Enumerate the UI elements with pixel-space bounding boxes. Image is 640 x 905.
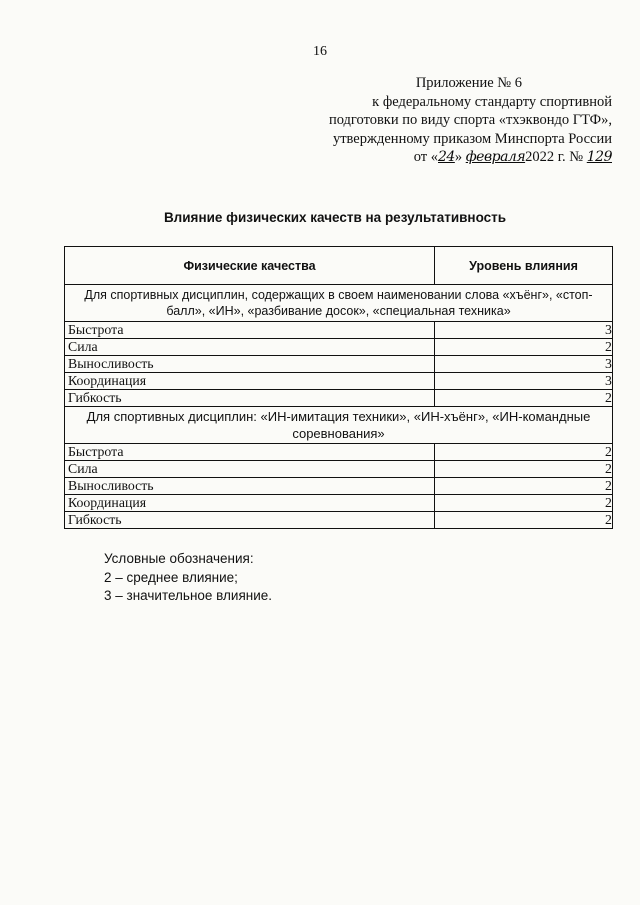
section-heading: Для спортивных дисциплин: «ИН-имитация техники», «ИН-хъёнг», «ИН-командные соревнования» [65,407,613,444]
level-cell: 2 [435,495,613,512]
table-row [65,373,613,390]
appendix-line-sport: подготовки по виду спорта «тхэквондо ГТФ», [328,112,612,129]
level-cell: 2 [435,444,613,461]
quality-cell: Координация [65,495,435,512]
quality-cell: Гибкость [65,390,435,407]
page-number: 16 [313,44,327,59]
table-row [65,339,613,356]
qualities-table [64,246,613,529]
table-row [65,356,613,373]
quality-cell: Выносливость [65,356,435,373]
section-heading: Для спортивных дисциплин, содержащих в своем наименовании слова «хъёнг», «стоп-балл», «ИН», «разбивание досок», «специальная техника» [65,285,613,322]
quality-cell: Сила [65,461,435,478]
quality-cell: Быстрота [65,322,435,339]
table-row [65,512,613,529]
table-row [65,461,613,478]
section-heading-row [65,285,613,322]
appendix-block [300,74,612,167]
appendix-line-order: утвержденному приказом Минспорта России [332,130,612,147]
legend-item: 3 – значительное влияние. [104,588,273,603]
quality-cell: Координация [65,373,435,390]
level-cell: 2 [435,461,613,478]
quality-cell: Выносливость [65,478,435,495]
table-row [65,390,613,407]
level-cell: 2 [435,478,613,495]
order-number-handwritten: 129 [586,149,612,166]
header-physical-qualities: Физические качества [65,247,435,285]
table-header-row [65,247,613,285]
level-cell: 3 [435,356,613,373]
level-cell: 3 [435,322,613,339]
document-title: Влияние физических качеств на результативность [163,210,507,225]
table-row [65,478,613,495]
header-influence-level: Уровень влияния [435,247,613,285]
appendix-title: Приложение № 6 [415,75,522,91]
table-row [65,495,613,512]
date-month-handwritten: февраля [465,149,526,166]
legend-title: Условные обозначения: [104,551,254,566]
level-cell: 2 [435,512,613,529]
quality-cell: Гибкость [65,512,435,529]
appendix-line-date [300,148,612,167]
date-day-handwritten: 24 [438,149,455,166]
legend-item: 2 – среднее влияние; [104,569,238,585]
legend [104,550,272,606]
quality-cell: Сила [65,339,435,356]
table-row [65,322,613,339]
section-heading-row [65,407,613,444]
date-year: 2022 г. № [525,149,584,166]
date-prefix: от « [413,149,439,166]
date-quote-close: » [454,149,463,166]
level-cell: 2 [435,339,613,356]
appendix-line-standard: к федеральному стандарту спортивной [372,93,612,110]
level-cell: 2 [435,390,613,407]
quality-cell: Быстрота [65,444,435,461]
table-row [65,444,613,461]
level-cell: 3 [435,373,613,390]
